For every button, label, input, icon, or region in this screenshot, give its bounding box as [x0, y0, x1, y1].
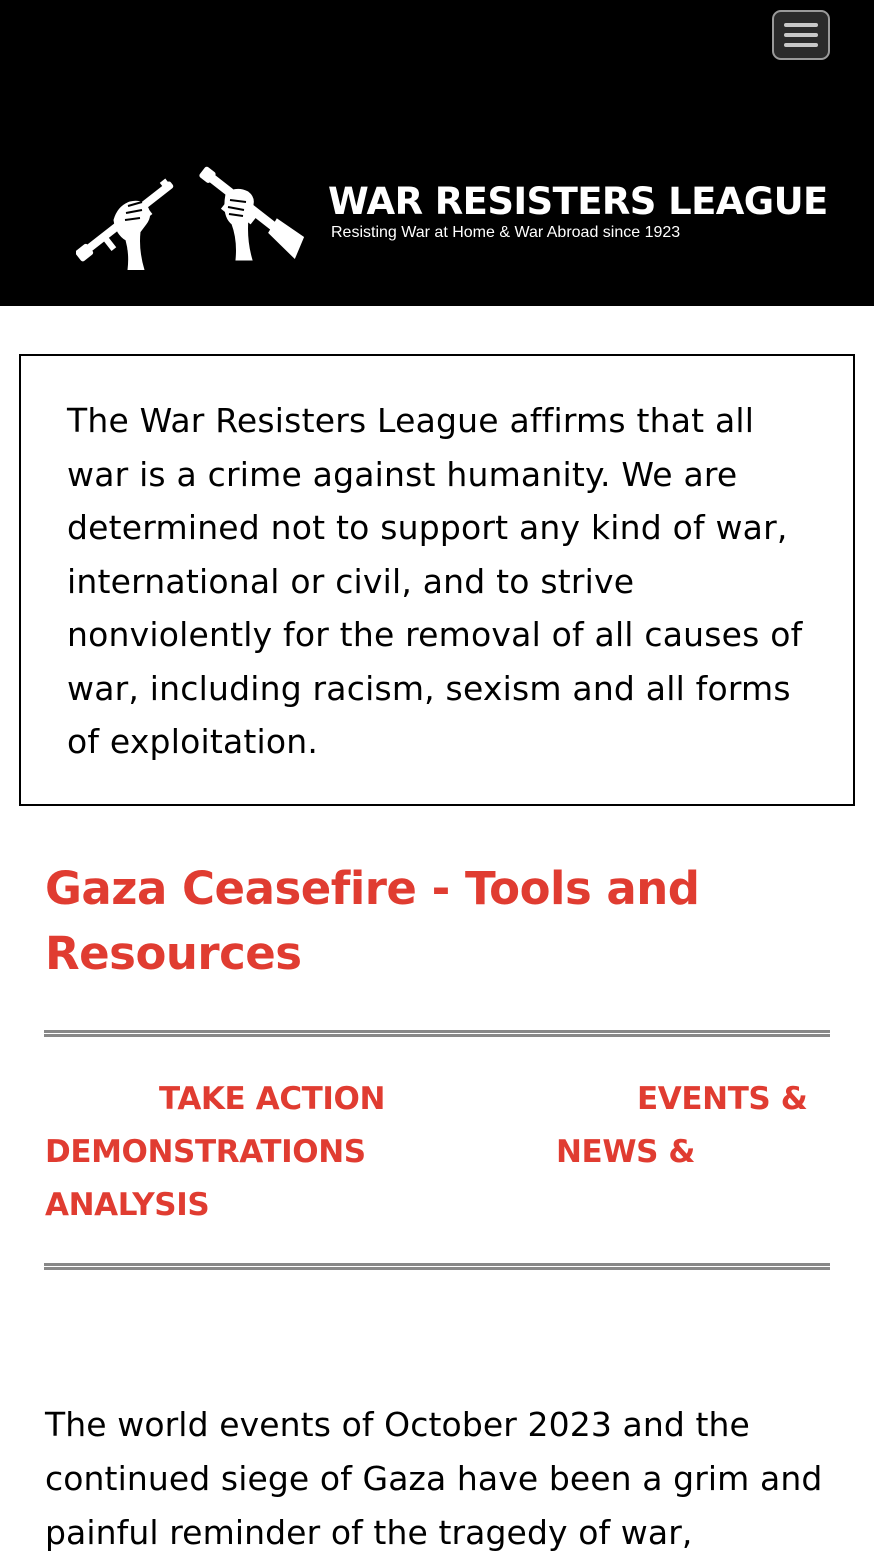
page-title: Gaza Ceasefire - Tools and Resources — [45, 862, 700, 980]
menu-button[interactable] — [772, 10, 830, 60]
intro-paragraph: The world events of October 2023 and the continued siege of Gaza have been a grim and painful reminder of the tragedy of war, — [45, 1405, 823, 1552]
divider — [44, 1030, 830, 1037]
hamburger-menu-icon — [784, 33, 818, 37]
mission-statement-box — [19, 354, 855, 806]
hamburger-menu-icon — [784, 23, 818, 27]
news-analysis-link-continued[interactable]: ANALYSIS — [45, 1187, 210, 1223]
site-header — [0, 0, 874, 306]
events-demonstrations-link-continued[interactable]: DEMONSTRATIONS — [45, 1134, 366, 1170]
mission-statement: The War Resisters League affirms that all war is a crime against humanity. We are determined not to support any kind of war, international or civil, and to strive nonviolently for the removal of all causes of war, including racism, sexism and all forms of exploitation. — [67, 401, 803, 761]
site-title[interactable]: WAR RESISTERS LEAGUE — [328, 180, 828, 223]
events-demonstrations-link[interactable]: EVENTS & — [637, 1081, 808, 1117]
take-action-link[interactable]: TAKE ACTION — [159, 1081, 386, 1117]
hands-breaking-rifles-icon[interactable] — [76, 150, 308, 270]
site-tagline: Resisting War at Home & War Abroad since 1923 — [331, 224, 681, 241]
divider — [44, 1263, 830, 1270]
hamburger-menu-icon — [784, 43, 818, 47]
news-analysis-link[interactable]: NEWS & — [556, 1134, 696, 1170]
